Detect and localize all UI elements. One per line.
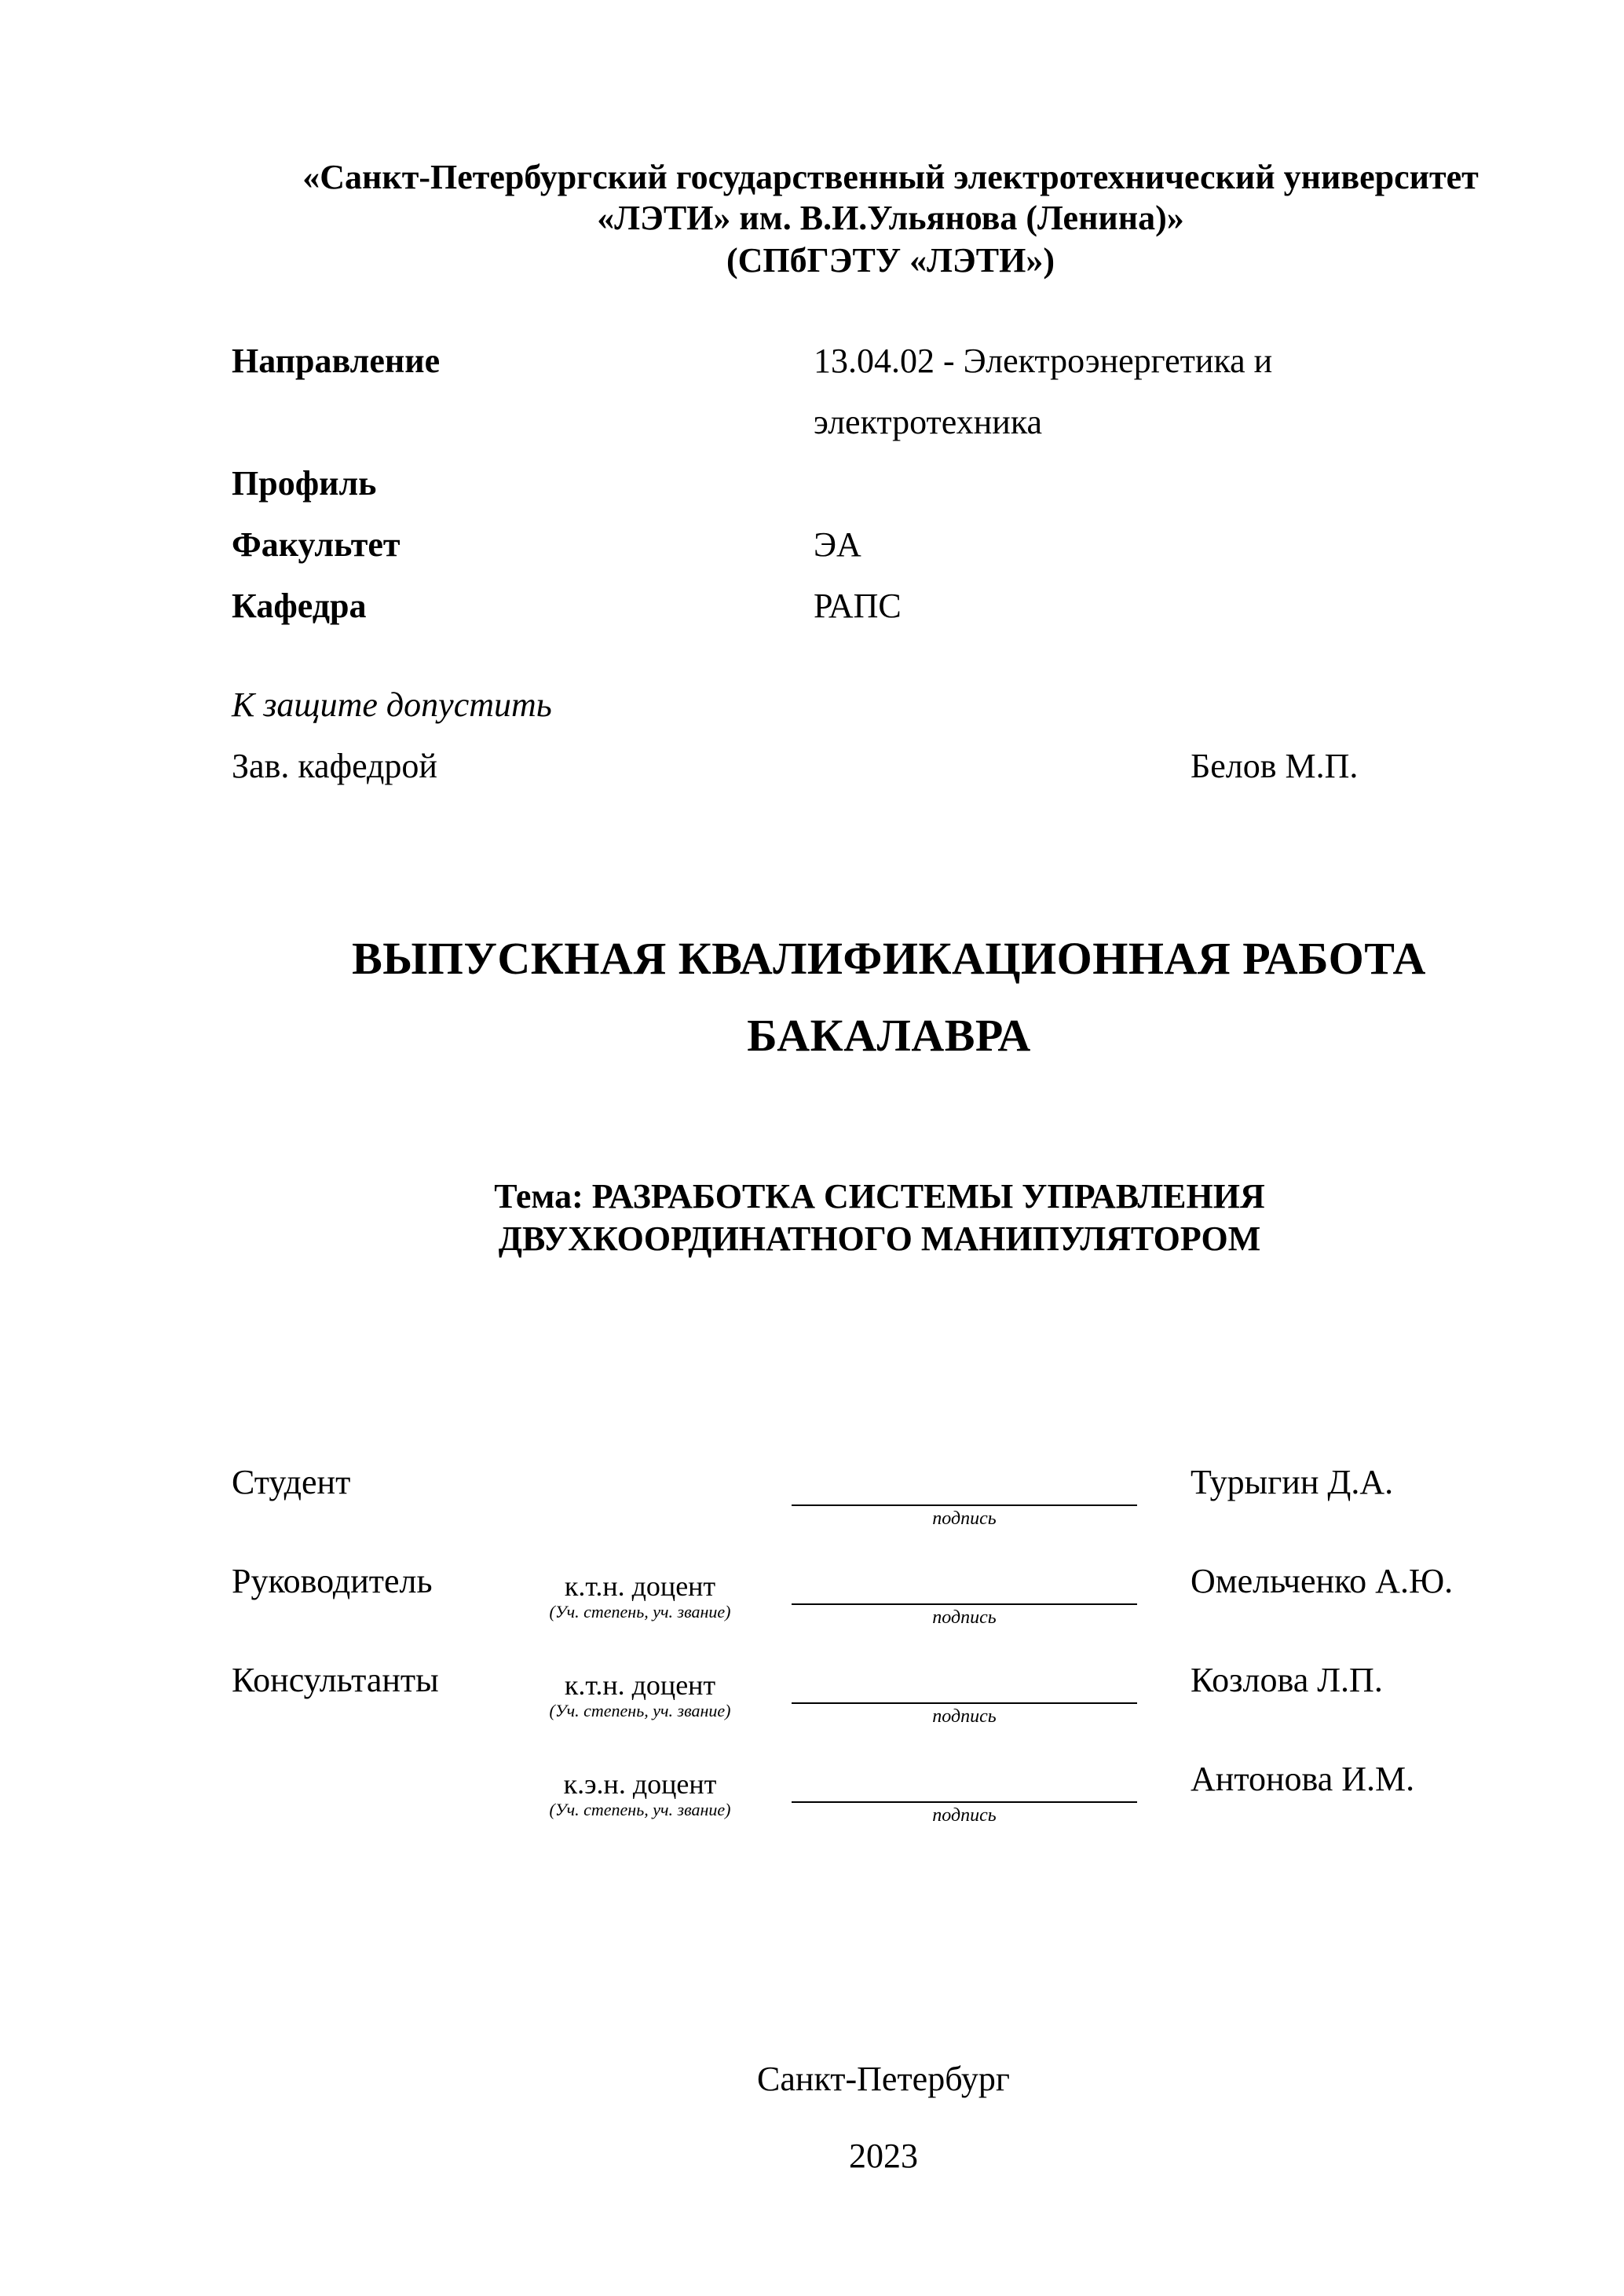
direction-value-line2: электротехника [814, 403, 1043, 441]
topic-line2: ДВУХКООРДИНАТНОГО МАНИПУЛЯТОРОМ [498, 1219, 1261, 1258]
head-of-department-name: Белов М.П. [1191, 747, 1359, 785]
consultants-role: Консультанты [232, 1661, 439, 1699]
direction-label: Направление [232, 342, 441, 380]
student-signature-line [792, 1504, 1137, 1506]
thesis-title-line2: БАКАЛАВРА [747, 1010, 1031, 1061]
consultant1-signature-caption: подпись [932, 1706, 997, 1727]
faculty-label: Факультет [232, 525, 401, 564]
supervisor-degree: к.т.н. доцент [564, 1570, 716, 1602]
consultant1-name: Козлова Л.П. [1191, 1661, 1383, 1699]
city: Санкт-Петербург [757, 2060, 1010, 2098]
supervisor-signature-caption: подпись [932, 1607, 997, 1628]
supervisor-name: Омельченко А.Ю. [1191, 1562, 1454, 1600]
university-name-line2: «ЛЭТИ» им. В.И.Ульянова (Ленина)» [597, 199, 1184, 237]
consultant2-name: Антонова И.М. [1191, 1760, 1415, 1798]
department-value: РАПС [814, 587, 902, 625]
supervisor-degree-caption: (Уч. степень, уч. звание) [549, 1602, 731, 1621]
supervisor-role: Руководитель [232, 1562, 433, 1600]
thesis-title-line1: ВЫПУСКНАЯ КВАЛИФИКАЦИОННАЯ РАБОТА [352, 933, 1426, 984]
student-signature-caption: подпись [932, 1508, 997, 1529]
consultant1-signature-line [792, 1702, 1137, 1704]
supervisor-signature-line [792, 1603, 1137, 1605]
head-of-department-label: Зав. кафедрой [232, 747, 437, 785]
profile-label: Профиль [232, 464, 377, 503]
direction-value-line1: 13.04.02 - Электроэнергетика и [814, 342, 1273, 380]
consultant1-degree-caption: (Уч. степень, уч. звание) [549, 1701, 731, 1720]
topic-line1: Тема: РАЗРАБОТКА СИСТЕМЫ УПРАВЛЕНИЯ [494, 1177, 1265, 1216]
consultant2-signature-caption: подпись [932, 1805, 997, 1826]
faculty-value: ЭА [814, 525, 861, 564]
consultant2-degree: к.э.н. доцент [563, 1768, 717, 1800]
consultant2-signature-line [792, 1801, 1137, 1803]
university-name-line1: «Санкт-Петербургский государственный электротехнический университет [302, 158, 1479, 196]
student-name: Турыгин Д.А. [1191, 1463, 1394, 1501]
year: 2023 [849, 2137, 918, 2175]
consultant1-degree: к.т.н. доцент [564, 1669, 716, 1701]
student-role: Студент [232, 1463, 351, 1501]
department-label: Кафедра [232, 587, 367, 625]
admit-to-defense: К защите допустить [232, 686, 552, 724]
university-abbrev: (СПбГЭТУ «ЛЭТИ») [726, 241, 1055, 280]
consultant2-degree-caption: (Уч. степень, уч. звание) [549, 1800, 731, 1819]
